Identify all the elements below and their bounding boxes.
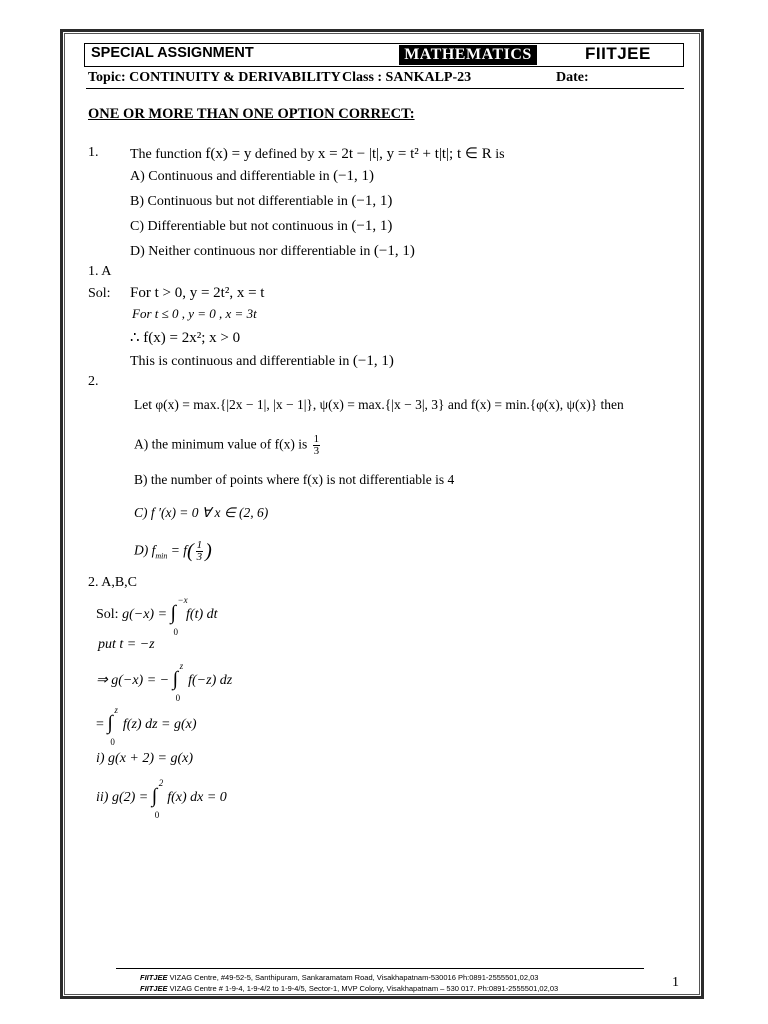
class-label: Class : SANKALP-23 (342, 70, 472, 85)
q1-number: 1. (88, 145, 99, 160)
assignment-title: SPECIAL ASSIGNMENT (91, 45, 254, 61)
fraction-one-third: $\frac{1}{3}$ (313, 433, 320, 457)
q1-sol-line2: For t ≤ 0 , y = 0 , x = 3t (132, 306, 257, 321)
fiitjee-logo: FIITJEE (585, 44, 651, 63)
topic-row (86, 68, 684, 89)
q2-option-c: C) f ′(x) = 0 ∀ x ∈ (2, 6) (134, 505, 269, 520)
topic-label: Topic: CONTINUITY & DERIVABILITY (88, 70, 341, 85)
q2-sol-line3: ⇒ g(−x) = − ∫ z 0 f(−z) dz (96, 661, 233, 703)
footer-address-1: FIITJEE VIZAG Centre, #49-52-5, Santhipuram, Sankaramatam Road, Visakhapatnam-530016 Ph:0891-2555501,02,03 (140, 973, 539, 982)
footer-address-2: FIITJEE VIZAG Centre # 1-9-4, 1-9-4/2 to 1-9-4/5, Sector-1, MVP Colony, Visakhapatnam – 530 017. Ph:0891-2555501,02,03 (140, 984, 559, 993)
q1-sol-label: Sol: (88, 286, 111, 301)
q2-stem: Let φ(x) = max.{|2x − 1|, |x − 1|}, ψ(x) = max.{|x − 3|, 3} and f(x) = min.{φ(x), ψ(x)} then (134, 397, 624, 412)
q1-sol-line3: ∴ f(x) = 2x²; x > 0 (130, 330, 241, 346)
q1-option-a: A) Continuous and differentiable in (−1, 1) (130, 168, 375, 184)
footer-divider (116, 968, 644, 969)
subject-badge: MATHEMATICS (399, 45, 537, 65)
q2-option-b: B) the number of points where f(x) is not differentiable is 4 (134, 472, 455, 487)
section-title: ONE OR MORE THAN ONE OPTION CORRECT: (88, 106, 415, 122)
q1-stem: The function f(x) = y defined by x = 2t − |t|, y = t² + t|t|; t ∈ R is (130, 146, 505, 162)
q2-option-d: D) $f_{min} = f$( $\frac{1}{3}$ ) (134, 539, 212, 563)
q2-answer: 2. A,B,C (88, 575, 138, 590)
q2-option-a: A) the minimum value of f(x) is $\frac{1}{3}$ (134, 433, 320, 457)
header-box (84, 43, 684, 67)
page-number: 1 (672, 975, 679, 990)
q1-option-d: D) Neither continuous nor differentiable in (−1, 1) (130, 243, 415, 259)
q2-sol-line1: Sol: g(−x) = ∫ −x 0 f(t) dt (96, 595, 218, 637)
q2-sol-line6: ii) g(2) = ∫ 2 0 f(x) dx = 0 (96, 778, 227, 820)
date-label: Date: (556, 70, 589, 85)
q2-sol-line2: put t = −z (98, 637, 155, 652)
q2-number: 2. (88, 374, 99, 389)
q1-answer: 1. A (88, 264, 112, 279)
q2-sol-line5: i) g(x + 2) = g(x) (96, 751, 194, 766)
q1-option-c: C) Differentiable but not continuous in (−1, 1) (130, 218, 393, 234)
q1-sol-line1: For t > 0, y = 2t², x = t (130, 285, 265, 301)
q1-sol-line4: This is continuous and differentiable in (−1, 1) (130, 353, 394, 369)
q1-option-b: B) Continuous but not differentiable in (−1, 1) (130, 193, 393, 209)
q2-sol-line4: = ∫ z 0 f(z) dz = g(x) (96, 705, 197, 747)
